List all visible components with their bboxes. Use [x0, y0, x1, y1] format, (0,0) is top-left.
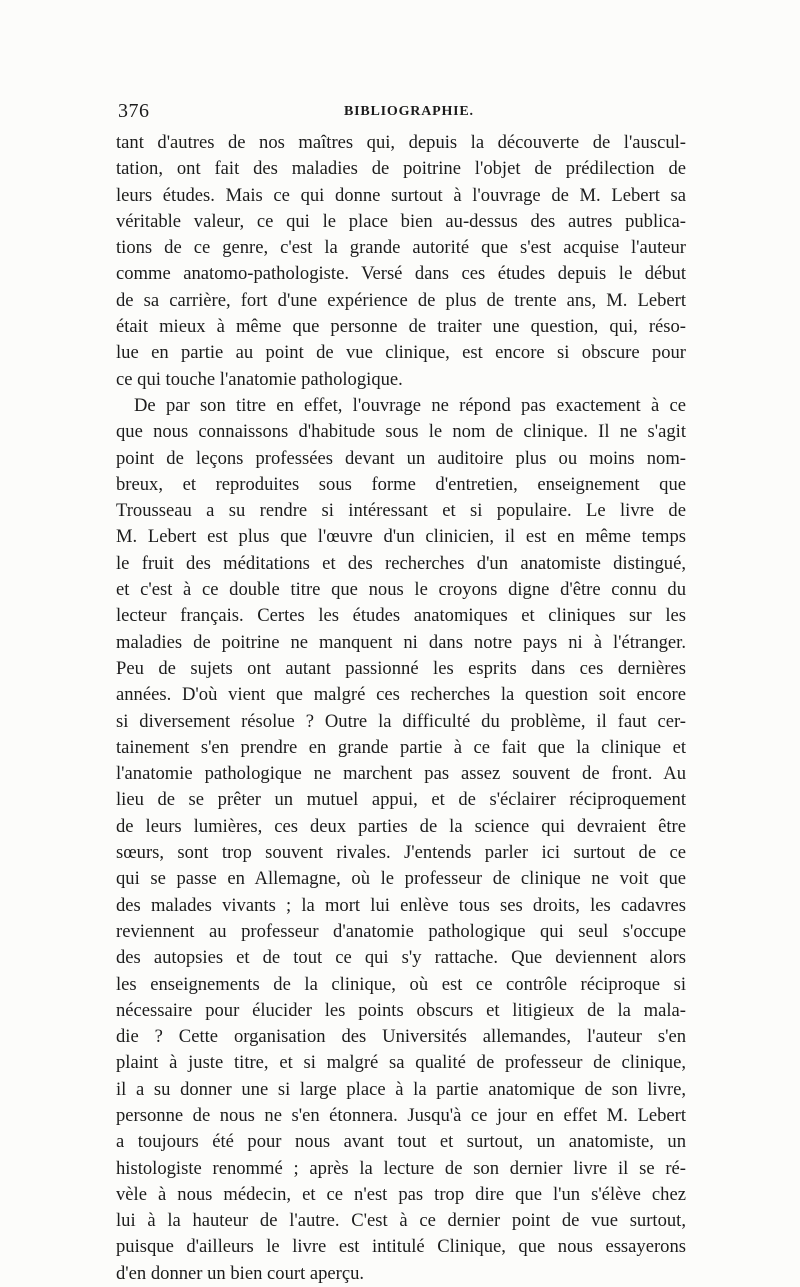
text-line: des autopsies et de tout ce qui s'y rattache. Que deviennent alors — [116, 947, 686, 969]
text-line: le fruit des méditations et des recherches d'un anatomiste distingué, — [116, 552, 686, 574]
text-line: des malades vivants ; la mort lui enlève tous ses droits, les cadavres — [116, 894, 686, 916]
text-line: a toujours été pour nous avant tout et surtout, un anatomiste, un — [116, 1131, 686, 1153]
text-line: lui à la hauteur de l'autre. C'est à ce dernier point de vue surtout, — [116, 1210, 686, 1232]
text-line: lieu de se prêter un mutuel appui, et de s'éclairer réciproquement — [116, 789, 686, 811]
text-line: tainement s'en prendre en grande partie à ce fait que la clinique et — [116, 736, 686, 758]
text-line: de leurs lumières, ces deux parties de la science qui devraient être — [116, 815, 686, 837]
text-line: était mieux à même que personne de traiter une question, qui, réso- — [116, 316, 686, 338]
text-line: leurs études. Mais ce qui donne surtout à l'ouvrage de M. Lebert sa — [116, 184, 686, 206]
text-line: sœurs, sont trop souvent rivales. J'entends parler ici surtout de ce — [116, 842, 686, 864]
paragraph-end-line: ce qui touche l'anatomie pathologique. — [116, 368, 403, 390]
text-line: plaint à juste titre, et si malgré sa qualité de professeur de clinique, — [116, 1052, 686, 1074]
text-line: histologiste renommé ; après la lecture de son dernier livre il se ré- — [116, 1157, 686, 1179]
text-line: lue en partie au point de vue clinique, est encore si obscure pour — [116, 342, 686, 364]
text-line: point de leçons professées devant un auditoire plus ou moins nom- — [116, 447, 686, 469]
text-line: qui se passe en Allemagne, où le professeur de clinique ne voit que — [116, 868, 686, 890]
section-title: BIBLIOGRAPHIE. — [344, 104, 474, 119]
body-text — [116, 130, 686, 1287]
text-line: Trousseau a su rendre si intéressant et si populaire. Le livre de — [116, 500, 686, 522]
page-number: 376 — [118, 100, 150, 122]
text-line: et c'est à ce double titre que nous le croyons digne d'être connu du — [116, 579, 686, 601]
text-line: de sa carrière, fort d'une expérience de plus de trente ans, M. Lebert — [116, 289, 686, 311]
text-line: l'anatomie pathologique ne marchent pas assez souvent de front. Au — [116, 763, 686, 785]
text-line: années. D'où vient que malgré ces recherches la question soit encore — [116, 684, 686, 706]
paragraph-start-line: De par son titre en effet, l'ouvrage ne répond pas exactement à ce — [134, 394, 686, 416]
text-line: nécessaire pour élucider les points obscurs et litigieux de la mala- — [116, 999, 686, 1021]
paragraph-end-line: d'en donner un bien court aperçu. — [116, 1262, 365, 1284]
text-line: tions de ce genre, c'est la grande autorité que s'est acquise l'auteur — [116, 237, 686, 259]
text-line: tant d'autres de nos maîtres qui, depuis la découverte de l'auscul- — [116, 132, 686, 153]
text-line: il a su donner une si large place à la partie anatomique de son livre, — [116, 1078, 686, 1100]
text-line: die ? Cette organisation des Universités allemandes, l'auteur s'en — [116, 1026, 686, 1048]
text-line: reviennent au professeur d'anatomie pathologique qui seul s'occupe — [116, 920, 686, 942]
text-line: puisque d'ailleurs le livre est intitulé Clinique, que nous essayerons — [116, 1236, 686, 1258]
text-line: vèle à nous médecin, et ce n'est pas trop dire que l'un s'élève chez — [116, 1183, 686, 1205]
text-line: les enseignements de la clinique, où est ce contrôle réciproque si — [116, 973, 686, 995]
text-line: M. Lebert est plus que l'œuvre d'un clinicien, il est en même temps — [116, 526, 686, 548]
text-line: maladies de poitrine ne manquent ni dans notre pays ni à l'étranger. — [116, 631, 686, 653]
text-line: personne de nous ne s'en étonnera. Jusqu'à ce jour en effet M. Lebert — [116, 1104, 686, 1126]
text-line: Peu de sujets ont autant passionné les esprits dans ces dernières — [116, 657, 686, 679]
text-line: si diversement résolue ? Outre la difficulté du problème, il faut cer- — [116, 710, 686, 732]
text-line: tation, ont fait des maladies de poitrine l'objet de prédilection de — [116, 158, 686, 180]
text-line: que nous connaissons d'habitude sous le nom de clinique. Il ne s'agit — [116, 421, 686, 443]
running-head — [118, 100, 688, 124]
text-line: comme anatomo-pathologiste. Versé dans ces études depuis le début — [116, 263, 686, 285]
text-line: breux, et reproduites sous forme d'entretien, enseignement que — [116, 473, 686, 495]
text-line: lecteur français. Certes les études anatomiques et cliniques sur les — [116, 605, 686, 627]
text-line: véritable valeur, ce qui le place bien au-dessus des autres publica- — [116, 210, 686, 232]
